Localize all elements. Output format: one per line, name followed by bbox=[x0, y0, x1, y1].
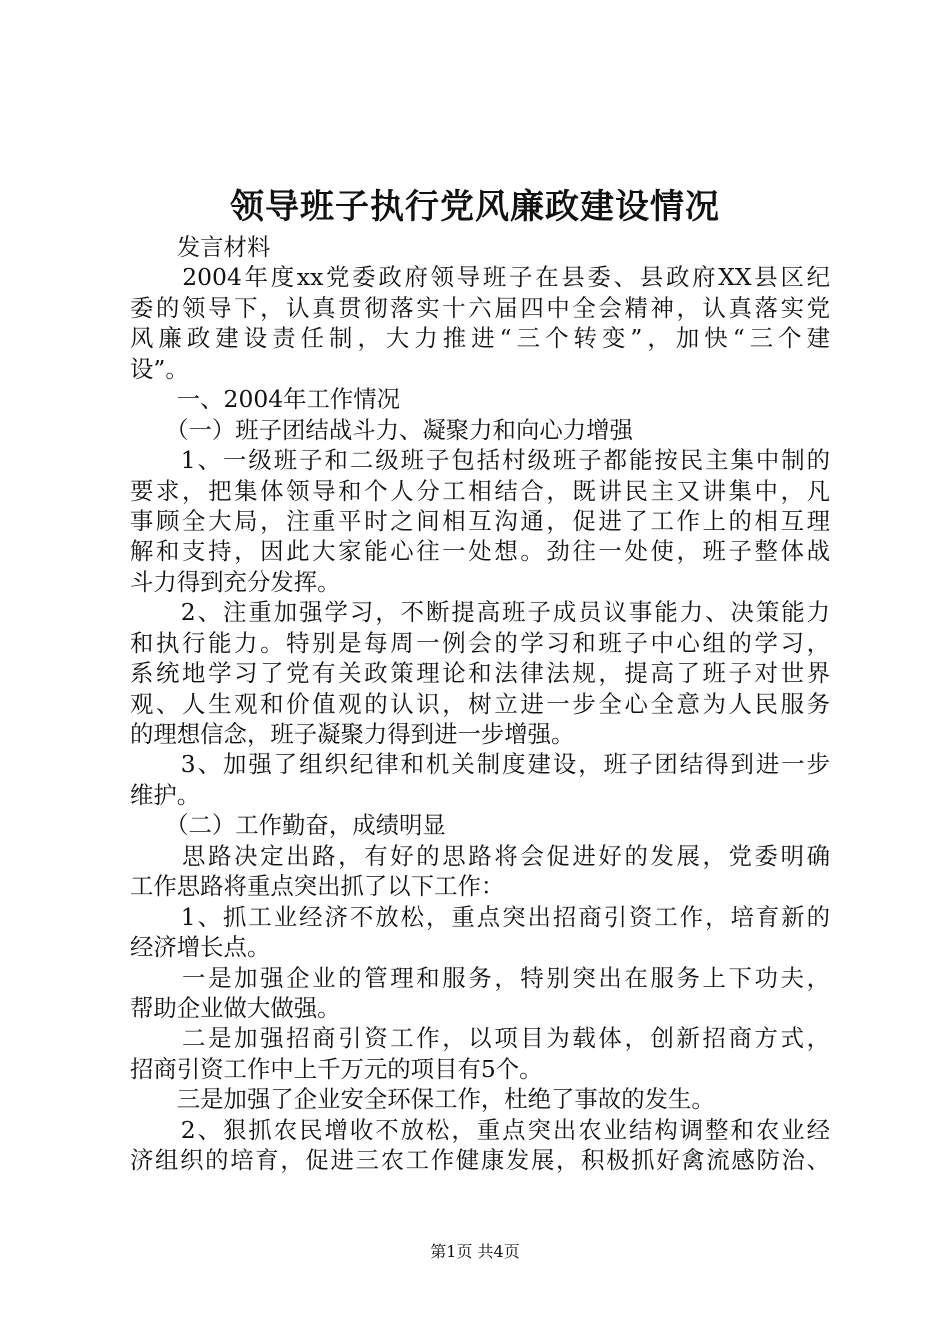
body-text-line: 斗力得到充分发挥。 bbox=[130, 567, 341, 596]
body-text-line: 1、一级班子和二级班子包括村级班子都能按民主集中制的 bbox=[130, 446, 830, 475]
page-footer: 第1页 共4页 bbox=[430, 1242, 520, 1261]
body-text-line: 事顾全大局，注重平时之间相互沟通，促进了工作上的相互理 bbox=[130, 506, 830, 535]
body-text-line: 济组织的培育，促进三农工作健康发展，积极抓好禽流感防治、 bbox=[130, 1146, 830, 1175]
body-text-line: 招商引资工作中上千万元的项目有5个。 bbox=[130, 1054, 543, 1083]
body-text-line: 经济增长点。 bbox=[130, 933, 271, 962]
body-text-line: 系统地学习了党有关政策理论和法律法规，提高了班子对世界 bbox=[130, 659, 830, 688]
body-text-line: 设”。 bbox=[130, 354, 189, 383]
body-text-line: 要求，把集体领导和个人分工相结合，既讲民主又讲集中，凡 bbox=[130, 476, 830, 505]
body-text-line: 1、抓工业经济不放松，重点突出招商引资工作，培育新的 bbox=[130, 902, 830, 931]
body-text-line: 风廉政建设责任制，大力推进“三个转变”，加快“三个建 bbox=[130, 324, 830, 353]
body-text-line: 2004年度xx党委政府领导班子在县委、县政府XX县区纪 bbox=[130, 263, 830, 292]
body-text-line: 2、注重加强学习，不断提高班子成员议事能力、决策能力 bbox=[130, 598, 830, 627]
body-text-line: 委的领导下，认真贯彻落实十六届四中全会精神，认真落实党 bbox=[130, 293, 830, 322]
body-text-line: 发言材料 bbox=[130, 233, 271, 261]
body-text-line: 三是加强了企业安全环保工作，杜绝了事故的发生。 bbox=[130, 1085, 715, 1114]
body-text-line: （一）班子团结战斗力、凝聚力和向心力增强 bbox=[130, 415, 633, 444]
document-title: 领导班子执行党风廉政建设情况 bbox=[230, 187, 720, 227]
body-text-line: 工作思路将重点突出抓了以下工作： bbox=[130, 872, 505, 901]
body-text-line: 维护。 bbox=[130, 780, 201, 809]
body-text-line: 二是加强招商引资工作，以项目为载体，创新招商方式， bbox=[130, 1024, 830, 1053]
document-body bbox=[130, 232, 830, 1176]
body-text-line: 和执行能力。特别是每周一例会的学习和班子中心组的学习， bbox=[130, 628, 830, 657]
body-text-line: 观、人生观和价值观的认识，树立进一步全心全意为人民服务 bbox=[130, 689, 830, 718]
body-text-line: （二）工作勤奋，成绩明显 bbox=[130, 811, 446, 840]
body-text-line: 3、加强了组织纪律和机关制度建设，班子团结得到进一步 bbox=[130, 750, 830, 779]
body-text-line: 的理想信念，班子凝聚力得到进一步增强。 bbox=[130, 720, 575, 748]
body-text-line: 一、2004年工作情况 bbox=[130, 385, 401, 414]
body-text-line: 思路决定出路，有好的思路将会促进好的发展，党委明确 bbox=[130, 841, 830, 870]
body-text-line: 2、狠抓农民增收不放松，重点突出农业结构调整和农业经 bbox=[130, 1115, 830, 1144]
body-text-line: 一是加强企业的管理和服务，特别突出在服务上下功夫， bbox=[130, 963, 830, 992]
body-text-line: 解和支持，因此大家能心往一处想。劲往一处使，班子整体战 bbox=[130, 537, 830, 566]
body-text-line: 帮助企业做大做强。 bbox=[130, 993, 341, 1022]
